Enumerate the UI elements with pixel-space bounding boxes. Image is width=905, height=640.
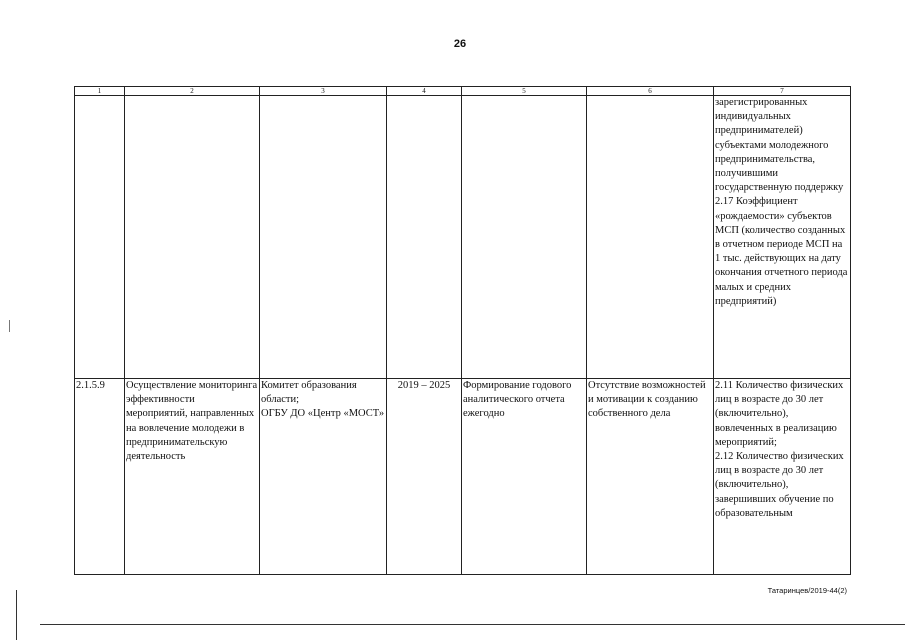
scan-line-left xyxy=(16,590,17,640)
scan-mark-left xyxy=(9,320,10,332)
cell-activity: Осуществление мониторинга эффективности мероприятий, направленных на вовлечение молодежи в предпринимательскую деятельность xyxy=(125,379,260,575)
header-col-4: 4 xyxy=(387,87,462,96)
cell-number xyxy=(75,96,125,379)
header-col-3: 3 xyxy=(260,87,387,96)
cell-indicators: 2.11 Количество физических лиц в возрасте до 30 лет (включительно), вовлеченных в реализацию мероприятий; 2.12 Количество физических лиц в возрасте до 30 лет (включительно), завершивших обучение по образовательным xyxy=(714,379,851,575)
table-row xyxy=(75,379,851,575)
program-table xyxy=(74,86,851,575)
header-col-7: 7 xyxy=(714,87,851,96)
cell-consequence xyxy=(587,96,714,379)
cell-result xyxy=(462,96,587,379)
cell-number: 2.1.5.9 xyxy=(75,379,125,575)
header-col-5: 5 xyxy=(462,87,587,96)
cell-result: Формирование годового аналитического отчета ежегодно xyxy=(462,379,587,575)
cell-executor xyxy=(260,96,387,379)
cell-period xyxy=(387,96,462,379)
header-col-2: 2 xyxy=(125,87,260,96)
document-code: Татаринцев/2019-44(2) xyxy=(767,586,847,595)
cell-activity xyxy=(125,96,260,379)
header-col-6: 6 xyxy=(587,87,714,96)
cell-period: 2019 – 2025 xyxy=(387,379,462,575)
page-number: 26 xyxy=(453,38,467,50)
cell-executor: Комитет образования области; ОГБУ ДО «Центр «МОСТ» xyxy=(260,379,387,575)
header-col-1: 1 xyxy=(75,87,125,96)
cell-indicators: зарегистрированных индивидуальных предпринимателей) субъектами молодежного предпринимательства, получившими государственную поддержку 2.17 Коэффициент «рождаемости» субъектов МСП (количество созданных в отчетном периоде МСП на 1 тыс. действующих на дату окончания отчетного периода малых и средних предприятий) xyxy=(714,96,851,379)
scan-line-bottom xyxy=(40,624,905,625)
table-row xyxy=(75,96,851,379)
cell-consequence: Отсутствие возможностей и мотивации к созданию собственного дела xyxy=(587,379,714,575)
header-row xyxy=(75,87,851,96)
